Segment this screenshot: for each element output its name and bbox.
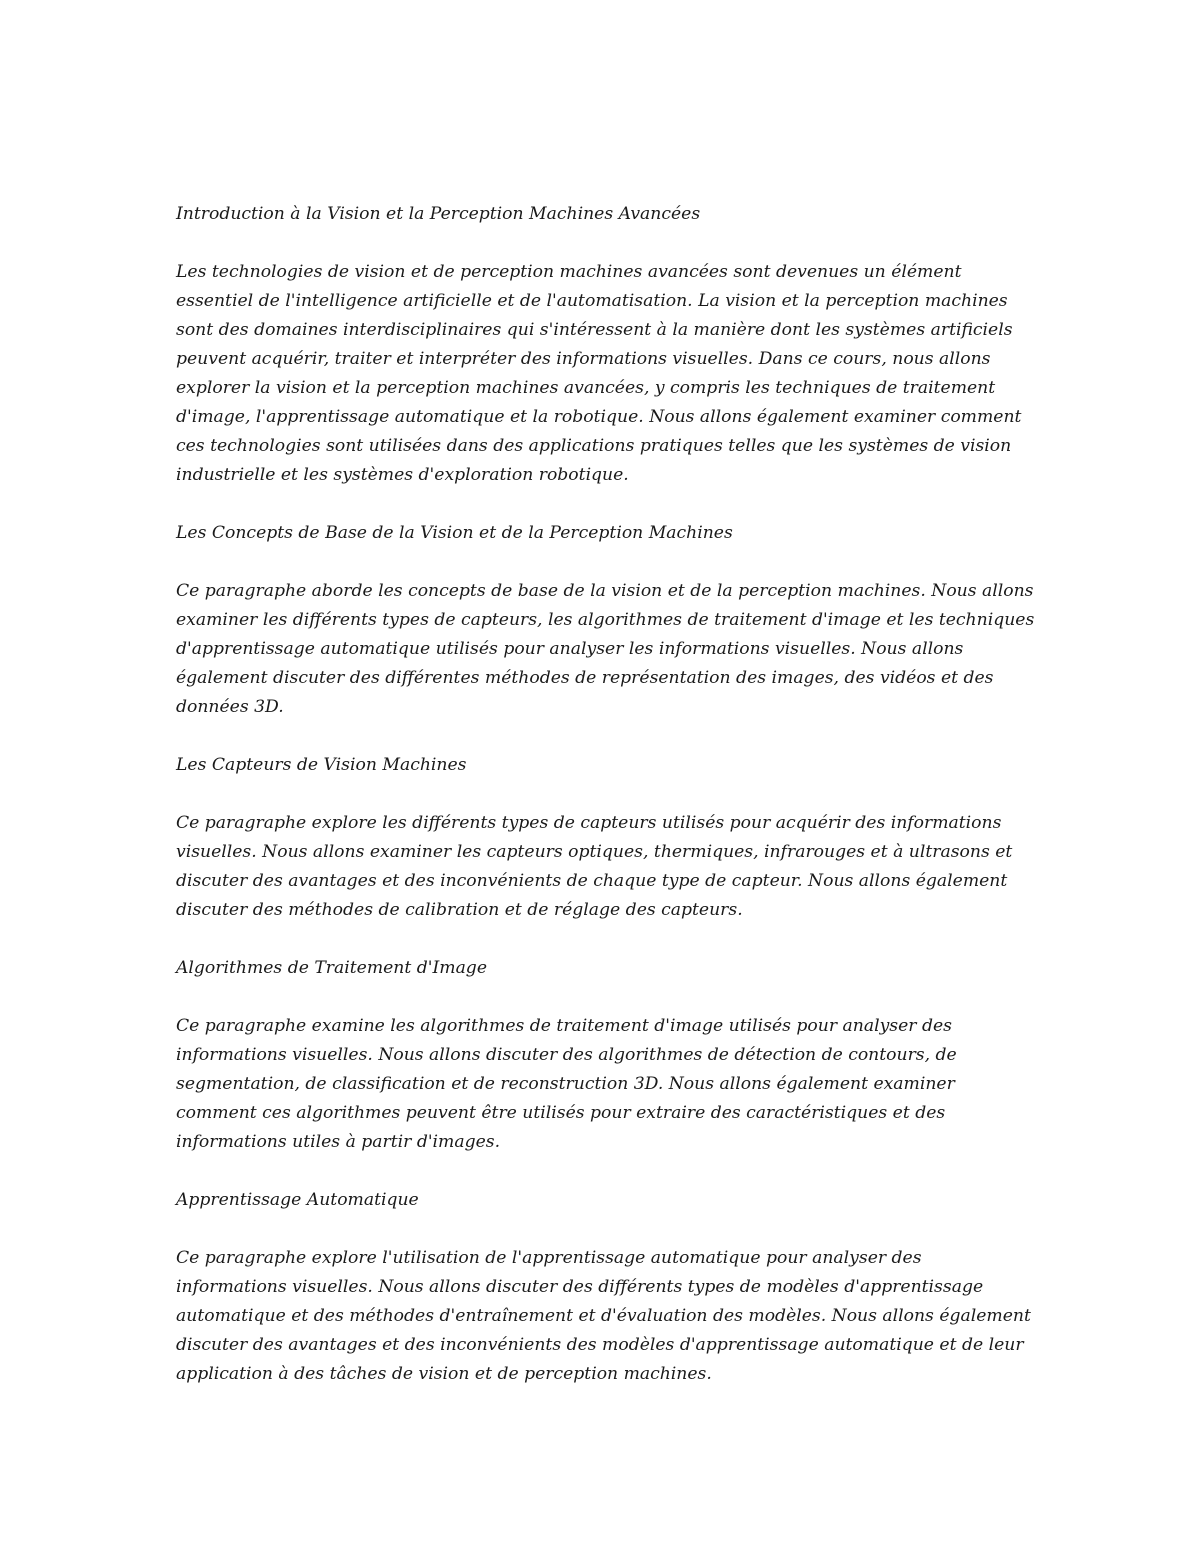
section-heading-introduction: Introduction à la Vision et la Perception Machines Avancées bbox=[176, 204, 701, 224]
paragraph-algorithmes: Ce paragraphe examine les algorithmes de traitement d'image utilisés pour analyser des informations visuelles. Nous allons discuter des algorithmes de détection de contours, de segmentation, de classification et de reconstruction 3D. Nous allons également examiner comment ces algorithmes peuvent être utilisés pour extraire des caractéristiques et des informations utiles à partir d'images. bbox=[176, 1016, 957, 1152]
document-body bbox=[176, 200, 1036, 1418]
paragraph-capteurs: Ce paragraphe explore les différents types de capteurs utilisés pour acquérir des informations visuelles. Nous allons examiner les capteurs optiques, thermiques, infrarouges et à ultrasons et discuter des avantages et des inconvénients de chaque type de capteur. Nous allons également discuter des méthodes de calibration et de réglage des capteurs. bbox=[176, 813, 1013, 920]
section-heading-algorithmes: Algorithmes de Traitement d'Image bbox=[176, 958, 487, 978]
section-heading-concepts: Les Concepts de Base de la Vision et de la Perception Machines bbox=[176, 523, 733, 543]
section-heading-apprentissage: Apprentissage Automatique bbox=[176, 1190, 419, 1210]
paragraph-apprentissage: Ce paragraphe explore l'utilisation de l'apprentissage automatique pour analyser des informations visuelles. Nous allons discuter des différents types de modèles d'apprentissage automatique et des méthodes d'entraînement et d'évaluation des modèles. Nous allons également discuter des avantages et des inconvénients des modèles d'apprentissage automatique et de leur application à des tâches de vision et de perception machines. bbox=[176, 1248, 1031, 1384]
section-heading-capteurs: Les Capteurs de Vision Machines bbox=[176, 755, 467, 775]
paragraph-concepts: Ce paragraphe aborde les concepts de base de la vision et de la perception machines. Nous allons examiner les différents types de capteurs, les algorithmes de traitement d'image et les techniques d'apprentissage automatique utilisés pour analyser les informations visuelles. Nous allons également discuter des différentes méthodes de représentation des images, des vidéos et des données 3D. bbox=[176, 581, 1035, 717]
paragraph-introduction: Les technologies de vision et de perception machines avancées sont devenues un élément essentiel de l'intelligence artificielle et de l'automatisation. La vision et la perception machines sont des domaines interdisciplinaires qui s'intéressent à la manière dont les systèmes artificiels peuvent acquérir, traiter et interpréter des informations visuelles. Dans ce cours, nous allons explorer la vision et la perception machines avancées, y compris les techniques de traitement d'image, l'apprentissage automatique et la robotique. Nous allons également examiner comment ces technologies sont utilisées dans des applications pratiques telles que les systèmes de vision industrielle et les systèmes d'exploration robotique. bbox=[176, 262, 1022, 485]
